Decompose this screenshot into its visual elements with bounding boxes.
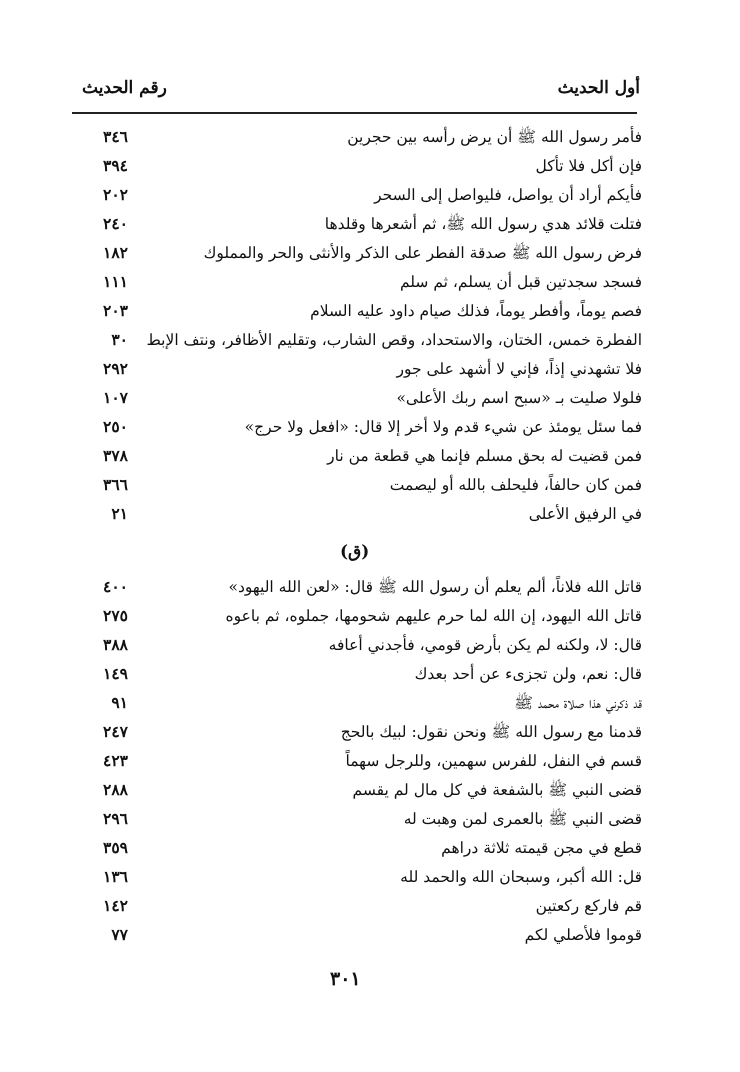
index-entry: [72, 124, 642, 152]
entry-text: قطع في مجن قيمته ثلاثة دراهم: [441, 839, 642, 857]
index-entry: [72, 240, 642, 268]
entry-text: قال: لا، ولكنه لم يكن بأرض قومي، فأجدني أعافه: [328, 636, 642, 654]
index-entry: [72, 922, 642, 950]
entry-number: ٣٨٨: [103, 635, 128, 654]
column-header-hadith-number: رقم الحديث: [82, 78, 167, 98]
index-entry: [72, 182, 642, 210]
entry-number: ٢٩٢: [103, 359, 128, 378]
entry-number: ١٨٢: [103, 243, 128, 262]
index-entry: [72, 835, 642, 863]
entry-text: فإن أكل فلا تأكل: [535, 157, 642, 175]
index-entry: [72, 632, 642, 660]
entry-text: فصم يوماً، وأفطر يوماً، فذلك صيام داود عليه السلام: [310, 302, 642, 320]
entry-text: فتلت قلائد هدي رسول الله ﷺ، ثم أشعرها وقلدها: [324, 215, 642, 233]
index-entry: [72, 327, 642, 355]
index-entry: [72, 574, 642, 602]
entry-number: ٧٧: [111, 925, 128, 944]
entry-number: ٣٤٦: [103, 127, 128, 146]
section-title-qaf: (ق): [340, 542, 370, 562]
entry-number: ١٤٩: [103, 664, 128, 683]
entry-text: في الرفيق الأعلى: [528, 505, 642, 523]
entry-number: ٣٩٤: [103, 156, 128, 175]
index-entry: [72, 385, 642, 413]
entry-number: ٣٠: [111, 330, 128, 349]
entry-number: ٢٥٠: [103, 417, 128, 436]
entry-number: ١٤٢: [103, 896, 128, 915]
entry-text: قوموا فلأصلي لكم: [524, 926, 642, 944]
entry-number: ٤٢٣: [103, 751, 128, 770]
entry-number: ٢٤٧: [103, 722, 128, 741]
entry-text: قدمنا مع رسول الله ﷺ ونحن نقول: لبيك بالحج: [340, 723, 642, 741]
entry-text: قال: نعم، ولن تجزىء عن أحد بعدك: [414, 665, 642, 683]
entry-text: قضى النبي ﷺ بالشفعة في كل مال لم يقسم: [352, 781, 642, 799]
entry-number: ٢٨٨: [103, 780, 128, 799]
entry-text: فمن قضيت له بحق مسلم فإنما هي قطعة من نار: [327, 447, 642, 465]
entry-number: ٢١: [111, 504, 128, 523]
entry-number: ٣٦٦: [103, 475, 128, 494]
entry-number: ٢٠٢: [103, 185, 128, 204]
index-entry: [72, 443, 642, 471]
index-entry: [72, 356, 642, 384]
entry-text: فسجد سجدتين قبل أن يسلم، ثم سلم: [399, 273, 642, 291]
entry-text: قل: الله أكبر، وسبحان الله والحمد لله: [400, 868, 642, 886]
index-entry: [72, 893, 642, 921]
index-entry: [72, 269, 642, 297]
column-header-hadith-start: أول الحديث: [557, 78, 640, 98]
entry-text: قد ذكرني هذا صلاة محمد ﷺ: [514, 694, 642, 712]
index-entry: [72, 748, 642, 776]
entry-text: قاتل الله فلاناً، ألم يعلم أن رسول الله ﷺ قال: «لعن الله اليهود»: [228, 578, 642, 596]
entry-text: فلا تشهدني إذاً، فإني لا أشهد على جور: [396, 360, 642, 378]
index-entry: [72, 298, 642, 326]
entry-number: ٤٠٠: [103, 577, 128, 596]
entry-number: ٢٧٥: [103, 606, 128, 625]
index-entry: [72, 661, 642, 689]
index-entry: [72, 690, 642, 718]
entry-text: فلولا صليت بـ «سبح اسم ربك الأعلى»: [396, 389, 642, 407]
index-entry: [72, 806, 642, 834]
index-entry: [72, 501, 642, 529]
entry-number: ٢٠٣: [103, 301, 128, 320]
page-number: ٣٠١: [330, 968, 361, 990]
entry-number: ٢٤٠: [103, 214, 128, 233]
index-entry: [72, 472, 642, 500]
entry-number: ١٠٧: [103, 388, 128, 407]
entry-text: قاتل الله اليهود، إن الله لما حرم عليهم شحومها، جملوه، ثم باعوه: [225, 607, 642, 625]
header-rule: [72, 112, 637, 114]
entry-number: ٩١: [111, 693, 128, 712]
entry-number: ٣٧٨: [103, 446, 128, 465]
entry-number: ١١١: [103, 272, 128, 291]
entry-text: قضى النبي ﷺ بالعمرى لمن وهبت له: [403, 810, 642, 828]
entry-text: فمن كان حالفاً، فليحلف بالله أو ليصمت: [389, 476, 642, 494]
entry-number: ١٣٦: [103, 867, 128, 886]
entry-text: فما سئل يومئذ عن شيء قدم ولا أخر إلا قال: «افعل ولا حرج»: [244, 418, 642, 436]
entry-text: فأمر رسول الله ﷺ أن يرض رأسه بين حجرين: [347, 128, 642, 146]
entry-text: قسم في النفل، للفرس سهمين، وللرجل سهماً: [345, 752, 642, 770]
entry-number: ٢٩٦: [103, 809, 128, 828]
entry-text: فأيكم أراد أن يواصل، فليواصل إلى السحر: [374, 186, 642, 204]
entry-text: الفطرة خمس، الختان، والاستحداد، وقص الشارب، وتقليم الأظافر، ونتف الإبط: [146, 331, 642, 349]
index-entry: [72, 719, 642, 747]
index-entry: [72, 777, 642, 805]
index-entry: [72, 153, 642, 181]
index-entry: [72, 211, 642, 239]
entry-text: فرض رسول الله ﷺ صدقة الفطر على الذكر والأنثى والحر والمملوك: [203, 244, 642, 262]
entry-text: قم فاركع ركعتين: [535, 897, 642, 915]
index-entry: [72, 603, 642, 631]
index-entry: [72, 864, 642, 892]
entry-number: ٣٥٩: [103, 838, 128, 857]
index-entry: [72, 414, 642, 442]
